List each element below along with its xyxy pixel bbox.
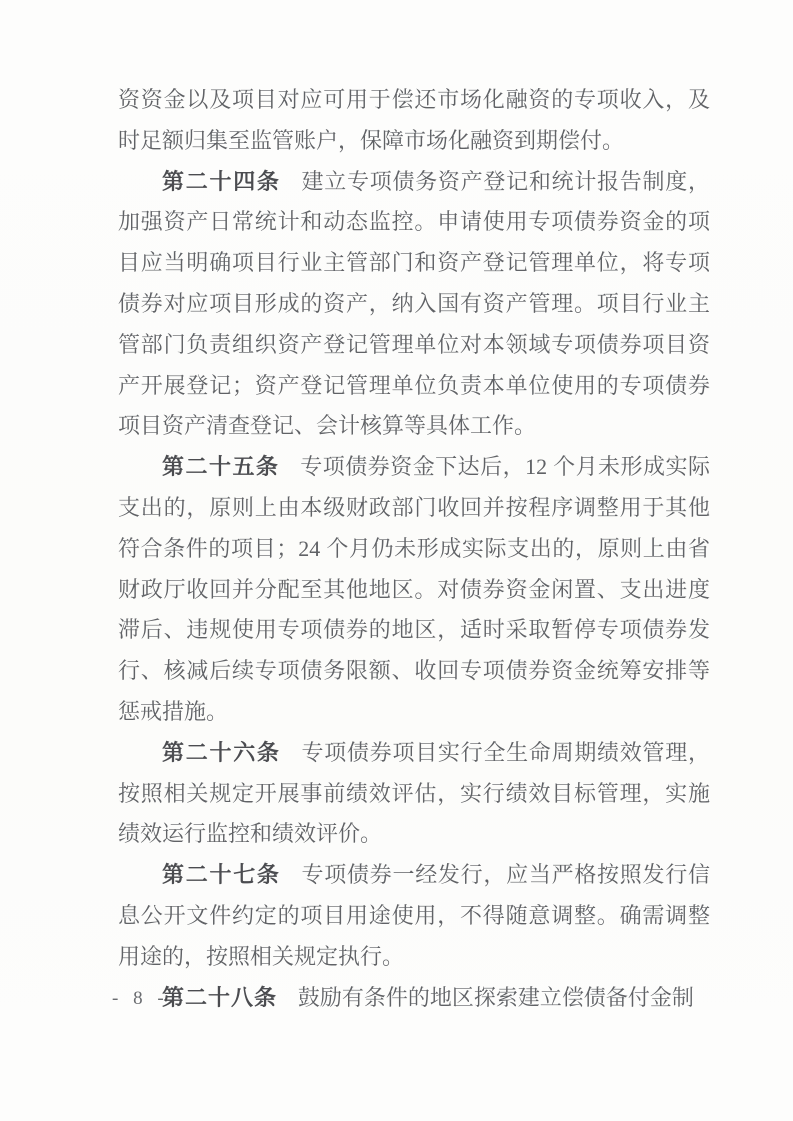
- paragraph: [118, 855, 710, 977]
- paragraph: [118, 978, 710, 1019]
- paragraph: [118, 162, 710, 448]
- page-number: - 8 -: [112, 988, 169, 1009]
- paragraph-text: 鼓励有条件的地区探索建立偿债备付金制: [297, 984, 694, 1010]
- paragraph: [118, 447, 710, 733]
- article-heading: 第二十八条: [162, 984, 278, 1010]
- paragraph: [118, 80, 710, 162]
- article-heading: 第二十六条: [162, 739, 281, 765]
- paragraph-text: 专项债券资金下达后，12 个月未形成实际支出的，原则上由本级财政部门收回并按程序调整用于其他符合条件的项目；24 个月仍未形成实际支出的，原则上由省财政厅收回并分配至其他地区。对债券资金闲置、支出进度滞后、违规使用专项债券的地区，适时采取暂停专项债券发行、核减后续专项债务限额、收回专项债券资金统筹安排等惩戒措施。: [118, 454, 710, 724]
- paragraph-text: 资资金以及项目对应可用于偿还市场化融资的专项收入，及时足额归集至监管账户，保障市场化融资到期偿付。: [118, 87, 710, 153]
- article-heading: 第二十四条: [162, 168, 281, 194]
- paragraph: [118, 733, 710, 855]
- article-heading: 第二十七条: [162, 862, 281, 888]
- paragraph-text: 建立专项债务资产登记和统计报告制度，加强资产日常统计和动态监控。申请使用专项债券资金的项目应当明确项目行业主管部门和资产登记管理单位，将专项债券对应项目形成的资产，纳入国有资产管理。项目行业主管部门负责组织资产登记管理单位对本领域专项债券项目资产开展登记；资产登记管理单位负责本单位使用的专项债券项目资产清查登记、会计核算等具体工作。: [118, 168, 710, 439]
- article-heading: 第二十五条: [162, 454, 280, 480]
- paragraph-text: 专项债券项目实行全生命周期绩效管理，按照相关规定开展事前绩效评估，实行绩效目标管理，实施绩效运行监控和绩效评价。: [118, 739, 710, 847]
- document-body: [118, 80, 710, 1018]
- paragraph-text: 专项债券一经发行，应当严格按照发行信息公开文件约定的项目用途使用，不得随意调整。确需调整用途的，按照相关规定执行。: [118, 862, 710, 969]
